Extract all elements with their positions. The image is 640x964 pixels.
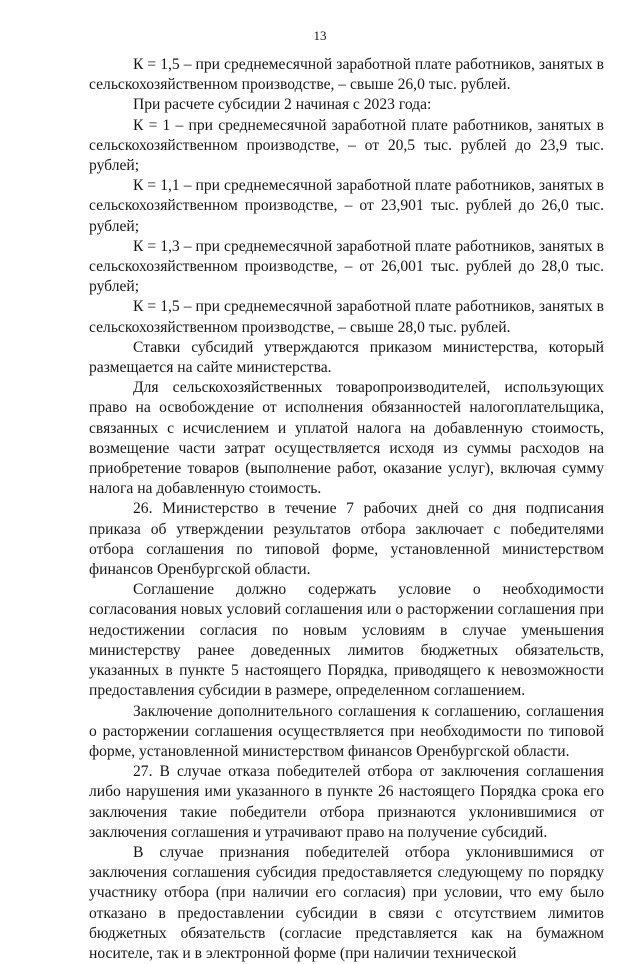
paragraph-vat-exempt-producers: Для сельскохозяйственных товаропроизводителей, использующих право на освобождение от исполнения обязанностей налогоплательщика, связанных с исчислением и уплатой налога на добавленную стоимость, возмещение части затрат осуществляется исходя из суммы расходов на приобретение товаров (выполнение работ, оказание услуг), включая сумму налога на добавленную стоимость.: [89, 379, 604, 498]
document-body: [89, 55, 604, 964]
paragraph-agreement-conditions: Соглашение должно содержать условие о необходимости согласования новых условий соглашения или о расторжении соглашения при недостижении согласия по новым условиям в случае уменьшения министерству ранее доведенных лимитов бюджетных обязательств, указанных в пункте 5 настоящего Порядка, приводящего к невозможности предоставления субсидии в размере, определенном соглашением.: [89, 581, 604, 700]
paragraph-coefficient-1-1: К = 1,1 – при среднемесячной заработной плате работников, занятых в сельскохозяйственном производстве, – от 23,901 тыс. рублей до 26,0 тыс. рублей;: [89, 177, 604, 235]
paragraph-coefficient-1: К = 1 – при среднемесячной заработной плате работников, занятых в сельскохозяйственном производстве, – от 20,5 тыс. рублей до 23,9 тыс. рублей;: [89, 116, 604, 175]
paragraph-evading-winners: В случае признания победителей отбора уклонившимися от заключения соглашения субсидия предоставляется следующему по порядку участнику отбора (при наличии его согласия) при условии, что ему было отказано в предоставлении субсидии в связи с отсутствием лимитов бюджетных обязательств (согласие представляется как на бумажном носителе, так и в электронной форме (при наличии технической: [89, 843, 604, 962]
paragraph-item-27: 27. В случае отказа победителей отбора от заключения соглашения либо нарушения ими указанного в пункте 26 настоящего Порядка срока его заключения такие победители отбора признаются уклонившимися от заключения соглашения и утрачивают право на получение субсидий.: [89, 763, 604, 841]
paragraph-coefficient-1-5-before-2023: К = 1,5 – при среднемесячной заработной плате работников, занятых в сельскохозяйственном производстве, – свыше 26,0 тыс. рублей.: [89, 56, 604, 94]
paragraph-coefficient-1-3: К = 1,3 – при среднемесячной заработной плате работников, занятых в сельскохозяйственном производстве, – от 26,001 тыс. рублей до 28,0 тыс. рублей;: [89, 237, 604, 296]
paragraph-item-26: 26. Министерство в течение 7 рабочих дней со дня подписания приказа об утверждении результатов отбора заключает с победителями отбора соглашения по типовой форме, установленной министерством финансов Оренбургской области.: [89, 500, 604, 579]
page-number: 13: [313, 28, 327, 43]
paragraph-subsidy-2-intro: При расчете субсидии 2 начиная с 2023 года:: [133, 96, 432, 114]
paragraph-coefficient-1-5: К = 1,5 – при среднемесячной заработной плате работников, занятых в сельскохозяйственном производстве, – свыше 28,0 тыс. рублей.: [89, 298, 604, 336]
paragraph-subsidy-rates: Ставки субсидий утверждаются приказом министерства, который размещается на сайте министерства.: [89, 338, 604, 377]
paragraph-additional-agreement: Заключение дополнительного соглашения к соглашению, соглашения о расторжении соглашения осуществляется при необходимости по типовой форме, установленной министерством финансов Оренбургской области.: [89, 702, 604, 760]
